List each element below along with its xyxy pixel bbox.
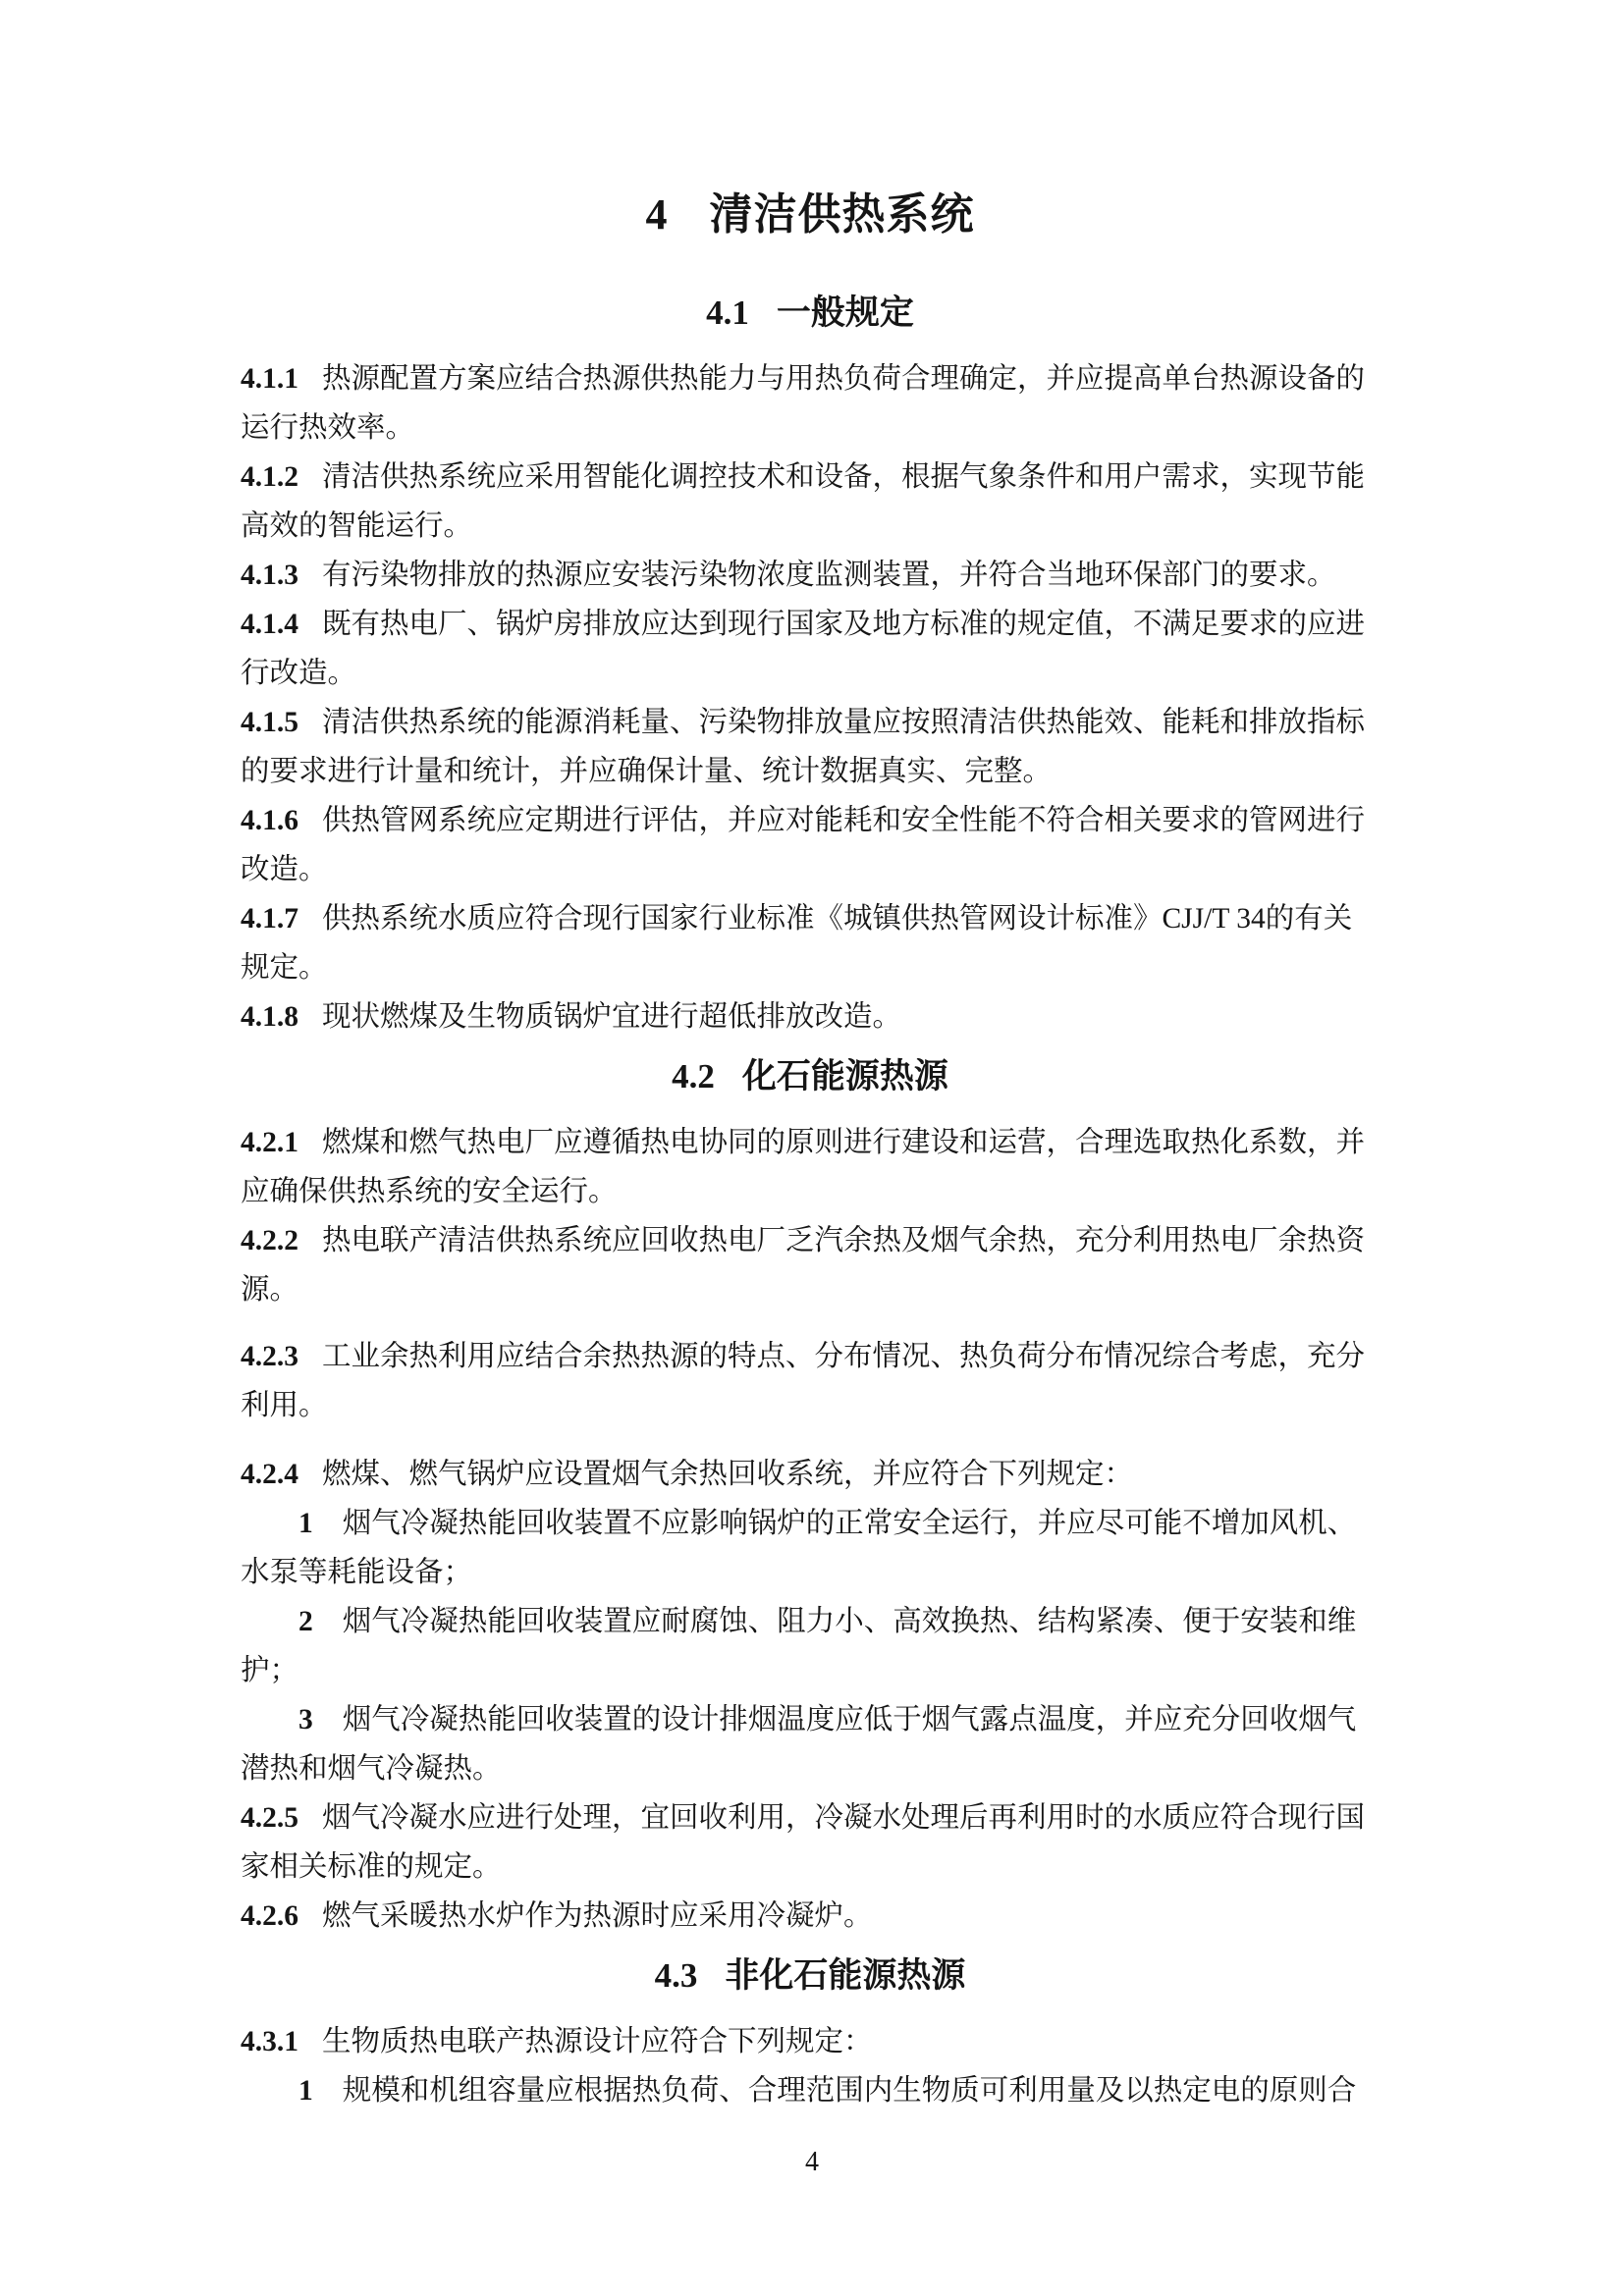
clause-number: 4.1.8: [241, 1001, 298, 1033]
clause-4-2-5: [241, 1793, 1380, 1892]
clause-4-2-3: [241, 1332, 1380, 1430]
section-heading-4-3: [241, 1954, 1380, 1998]
clause-text: 热源配置方案应结合热源供热能力与用热负荷合理确定，并应提高单台热源设备的运行热效率。: [241, 363, 1366, 444]
subitem-text: 烟气冷凝热能回收装置的设计排烟温度应低于烟气露点温度，并应充分回收烟气潜热和烟气冷凝热。: [241, 1704, 1357, 1785]
clause-4-2-6: [241, 1892, 1380, 1941]
clause-4-1-8: [241, 992, 1380, 1041]
clause-number: 4.3.1: [241, 2026, 298, 2057]
subitem-number: 1: [298, 2075, 313, 2107]
clause-text: 既有热电厂、锅炉房排放应达到现行国家及地方标准的规定值，不满足要求的应进行改造。: [241, 609, 1366, 689]
clause-text: 燃煤和燃气热电厂应遵循热电协同的原则进行建设和运营，合理选取热化系数，并应确保供热系统的安全运行。: [241, 1127, 1366, 1207]
clause-number: 4.2.6: [241, 1900, 298, 1932]
section-title: 非化石能源热源: [725, 1956, 966, 1995]
clause-text: 有污染物排放的热源应安装污染物浓度监测装置，并符合当地环保部门的要求。: [322, 560, 1336, 591]
clause-number: 4.1.2: [241, 461, 298, 493]
clause-text: 供热系统水质应符合现行国家行业标准《城镇供热管网设计标准》CJJ/T 34的有关规定。: [241, 903, 1353, 984]
clause-4-1-2: [241, 453, 1380, 551]
clause-4-1-6: [241, 796, 1380, 894]
section-number: 4.2: [672, 1057, 715, 1095]
chapter-number: 4: [645, 190, 669, 239]
clause-4-1-5: [241, 698, 1380, 796]
clause-number: 4.2.3: [241, 1341, 298, 1372]
clause-number: 4.2.4: [241, 1459, 298, 1490]
clause-4-2-4: [241, 1450, 1380, 1499]
section-title: 一般规定: [776, 294, 914, 332]
clause-4-1-4: [241, 600, 1380, 698]
clause-4-1-3: [241, 551, 1380, 600]
section-heading-4-2: [241, 1055, 1380, 1098]
clause-4-2-4-subitem-1: [241, 1499, 1380, 1597]
subitem-number: 2: [298, 1606, 313, 1637]
clause-number: 4.1.3: [241, 560, 298, 591]
clause-number: 4.1.7: [241, 903, 298, 934]
clause-number: 4.2.1: [241, 1127, 298, 1158]
clause-text: 清洁供热系统的能源消耗量、污染物排放量应按照清洁供热能效、能耗和排放指标的要求进行计量和统计，并应确保计量、统计数据真实、完整。: [241, 707, 1366, 787]
subitem-number: 3: [298, 1704, 313, 1735]
section-number: 4.1: [706, 294, 749, 332]
clause-text: 燃煤、燃气锅炉应设置烟气余热回收系统，并应符合下列规定：: [322, 1459, 1134, 1490]
clause-number: 4.1.1: [241, 363, 298, 395]
clause-4-3-1: [241, 2017, 1380, 2066]
subitem-text: 烟气冷凝热能回收装置应耐腐蚀、阻力小、高效换热、结构紧凑、便于安装和维护；: [241, 1606, 1357, 1686]
chapter-heading: [241, 188, 1380, 240]
subitem-text: 烟气冷凝热能回收装置不应影响锅炉的正常安全运行，并应尽可能不增加风机、水泵等耗能设备；: [241, 1508, 1357, 1588]
clause-number: 4.1.5: [241, 707, 298, 738]
clause-text: 工业余热利用应结合余热热源的特点、分布情况、热负荷分布情况综合考虑，充分利用。: [241, 1341, 1366, 1421]
clause-4-1-7: [241, 894, 1380, 992]
page-number: 4: [805, 2147, 819, 2177]
clause-number: 4.1.4: [241, 609, 298, 640]
section-heading-4-1: [241, 292, 1380, 335]
clause-text: 清洁供热系统应采用智能化调控技术和设备，根据气象条件和用户需求，实现节能高效的智能运行。: [241, 461, 1366, 542]
clause-text: 现状燃煤及生物质锅炉宜进行超低排放改造。: [322, 1001, 902, 1033]
clause-text: 燃气采暖热水炉作为热源时应采用冷凝炉。: [322, 1900, 873, 1932]
clause-4-2-4-subitem-3: [241, 1695, 1380, 1793]
clause-4-1-1: [241, 354, 1380, 453]
section-title: 化石能源热源: [741, 1057, 948, 1095]
clause-number: 4.2.5: [241, 1802, 298, 1834]
clause-4-3-1-subitem-1: [241, 2066, 1380, 2115]
clause-4-2-4-subitem-2: [241, 1597, 1380, 1695]
chapter-title: 清洁供热系统: [709, 190, 975, 239]
clause-text: 生物质热电联产热源设计应符合下列规定：: [322, 2026, 873, 2057]
clause-text: 热电联产清洁供热系统应回收热电厂乏汽余热及烟气余热，充分利用热电厂余热资源。: [241, 1225, 1366, 1306]
clause-number: 4.2.2: [241, 1225, 298, 1256]
clause-4-2-1: [241, 1118, 1380, 1216]
section-number: 4.3: [654, 1956, 698, 1995]
clause-4-2-2: [241, 1216, 1380, 1314]
clause-text: 供热管网系统应定期进行评估，并应对能耗和安全性能不符合相关要求的管网进行改造。: [241, 805, 1366, 885]
clause-text: 烟气冷凝水应进行处理，宜回收利用，冷凝水处理后再利用时的水质应符合现行国家相关标准的规定。: [241, 1802, 1366, 1883]
subitem-number: 1: [298, 1508, 313, 1539]
subitem-text: 规模和机组容量应根据热负荷、合理范围内生物质可利用量及以热定电的原则合: [342, 2075, 1357, 2107]
clause-number: 4.1.6: [241, 805, 298, 836]
